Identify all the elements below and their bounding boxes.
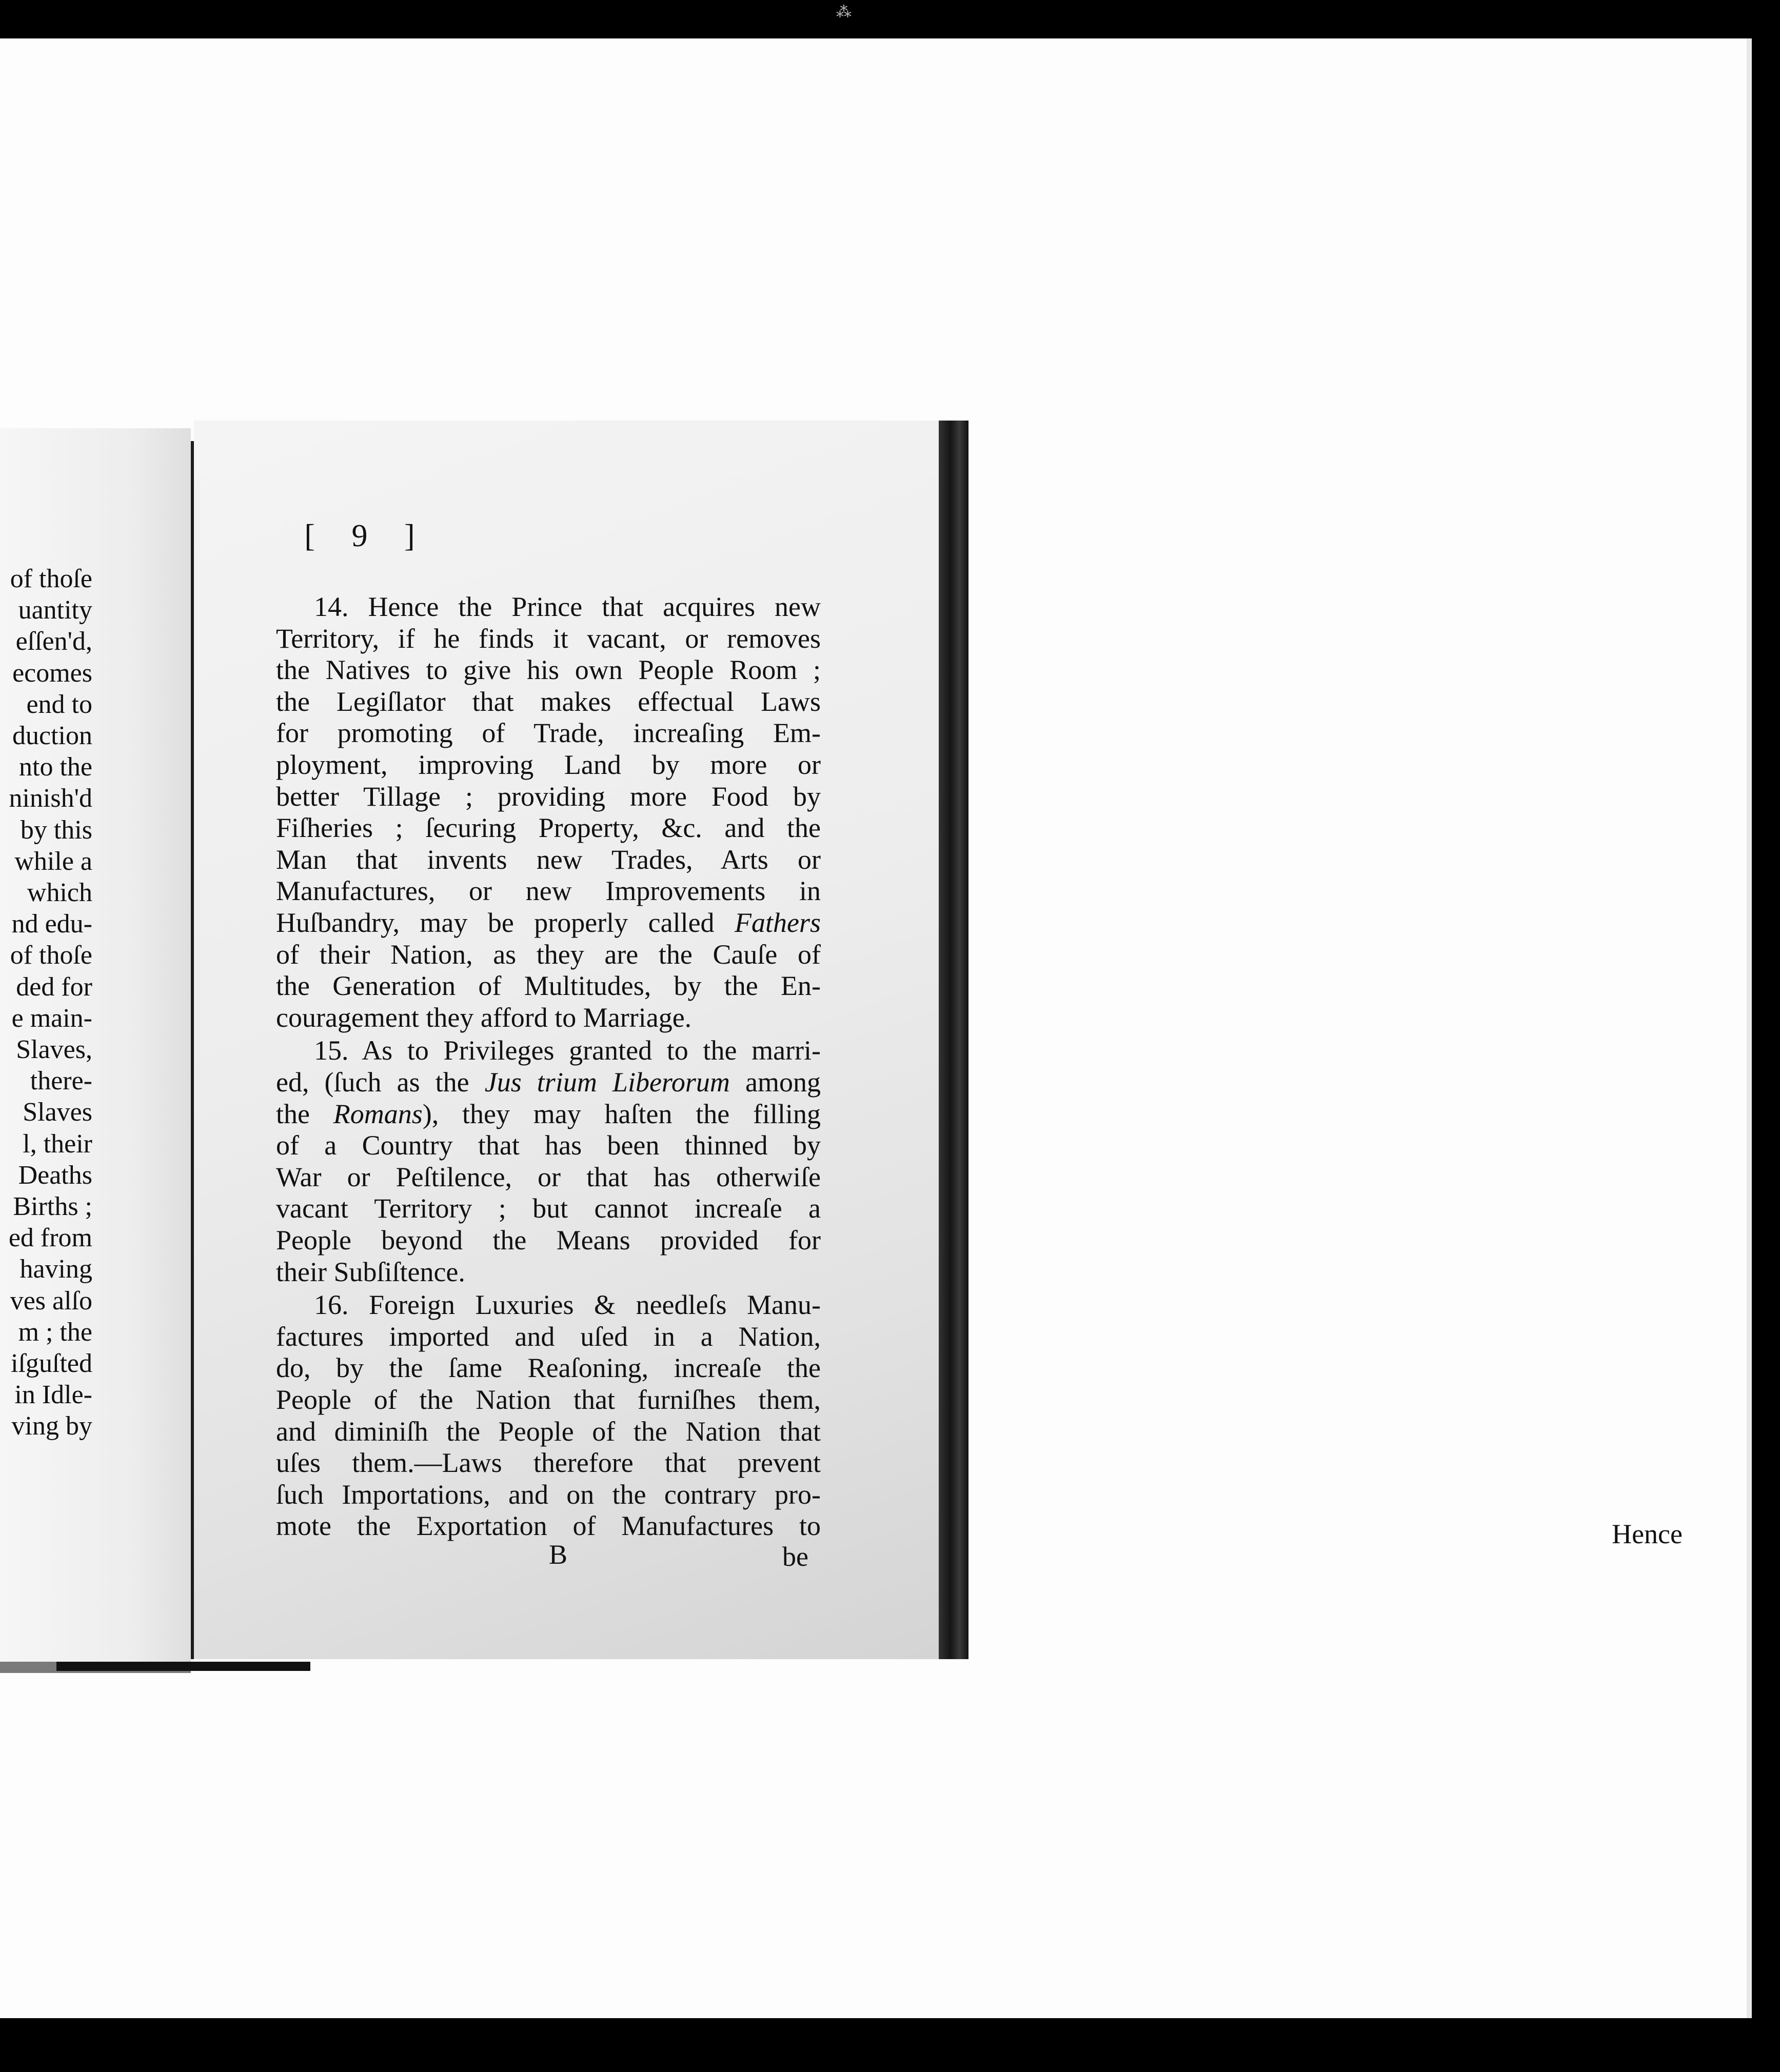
left-page-line: ecomes xyxy=(12,658,92,688)
text-line: Territory, if he finds it vacant, or removes xyxy=(276,623,821,654)
text-line: the Natives to give his own People Room ; xyxy=(276,654,821,686)
text-line: Man that invents new Trades, Arts or xyxy=(276,844,821,875)
left-page-line: ves alſo xyxy=(10,1286,92,1316)
left-page-line: l, their xyxy=(23,1129,92,1159)
text-line: ployment, improving Land by more or xyxy=(276,749,821,780)
text-line: People of the Nation that furniſhes them, xyxy=(276,1384,821,1415)
text-line: do, by the ſame Reaſoning, increaſe the xyxy=(276,1352,821,1384)
text-line: mote the Exportation of Manufactures to xyxy=(276,1510,821,1542)
left-page-line: Deaths xyxy=(18,1160,92,1190)
text-line: Fiſheries ; ſecuring Property, &c. and the xyxy=(276,812,821,844)
left-page-line: nd edu- xyxy=(11,909,92,939)
left-page-line: Births ; xyxy=(13,1192,92,1221)
text-line: the Legiſlator that makes effectual Laws xyxy=(276,686,821,717)
left-page-line: which xyxy=(27,878,92,907)
left-page-line: nto the xyxy=(19,752,92,782)
left-page-line: in Idle- xyxy=(14,1380,92,1410)
text-line: of a Country that has been thinned by xyxy=(276,1130,821,1161)
catchword: be xyxy=(782,1541,808,1572)
left-page-line: there- xyxy=(30,1066,92,1096)
scanner-edge xyxy=(1747,38,1752,2018)
left-page-line: e main- xyxy=(11,1003,92,1033)
left-page-line: while a xyxy=(14,846,92,876)
left-page-line: Slaves xyxy=(23,1098,92,1127)
signature-mark: B xyxy=(549,1539,568,1570)
text-line: and diminiſh the People of the Nation that xyxy=(276,1416,821,1447)
left-page-line: ninish'd xyxy=(9,784,92,813)
text-line: factures imported and uſed in a Nation, xyxy=(276,1321,821,1352)
left-page-line: uantity xyxy=(18,595,92,625)
left-catchword: Hence xyxy=(1612,1519,1683,1549)
left-page-line: Slaves, xyxy=(16,1035,92,1064)
text-line: 16. Foreign Luxuries & needleſs Manu- xyxy=(314,1289,821,1321)
text-line: 14. Hence the Prince that acquires new xyxy=(314,591,821,622)
text-line: Manufactures, or new Improvements in xyxy=(276,875,821,907)
left-page-line: m ; the xyxy=(18,1317,92,1347)
top-mark: ⁂ xyxy=(836,3,852,21)
text-line: People beyond the Means provided for xyxy=(276,1225,821,1256)
text-line: couragement they afford to Marriage. xyxy=(276,1002,692,1033)
text-line: 15. As to Privileges granted to the marri- xyxy=(314,1035,821,1066)
text-line: uſes them.—Laws therefore that prevent xyxy=(276,1447,821,1479)
page-number: [ 9 ] xyxy=(304,519,429,553)
page-block-edge xyxy=(939,421,968,1659)
text-line: ed, (ſuch as the Jus trium Liberorum among xyxy=(276,1067,821,1098)
text-line: the Generation of Multitudes, by the En- xyxy=(276,970,821,1002)
left-page-line: iſguſted xyxy=(11,1349,92,1378)
left-page-line: having xyxy=(19,1254,92,1284)
left-page-line: of thoſe xyxy=(10,941,92,970)
left-page-edge xyxy=(56,1662,310,1671)
left-page-line: by this xyxy=(20,815,92,845)
scanner-border xyxy=(1752,38,1780,2072)
left-page-line: end to xyxy=(26,689,92,719)
left-page-line: ed from xyxy=(8,1223,92,1253)
text-line: War or Peſtilence, or that has otherwiſe xyxy=(276,1161,821,1192)
left-page-line: eſſen'd, xyxy=(15,627,92,656)
left-page-line: ded for xyxy=(16,972,92,1002)
text-line: Huſbandry, may be properly called Fathers xyxy=(276,907,821,938)
text-line: vacant Territory ; but cannot increaſe a xyxy=(276,1193,821,1224)
text-line: the Romans), they may haſten the filling xyxy=(276,1098,821,1129)
text-line: for promoting of Trade, increaſing Em- xyxy=(276,718,821,749)
text-line: of their Nation, as they are the Cauſe of xyxy=(276,939,821,970)
text-line: their Subſiſtence. xyxy=(276,1256,465,1287)
left-page-line: duction xyxy=(12,721,92,750)
left-page-line: ving by xyxy=(11,1411,92,1441)
text-line: ſuch Importations, and on the contrary pro- xyxy=(276,1479,821,1510)
left-page-line: of thoſe xyxy=(10,564,92,593)
text-line: better Tillage ; providing more Food by xyxy=(276,781,821,812)
